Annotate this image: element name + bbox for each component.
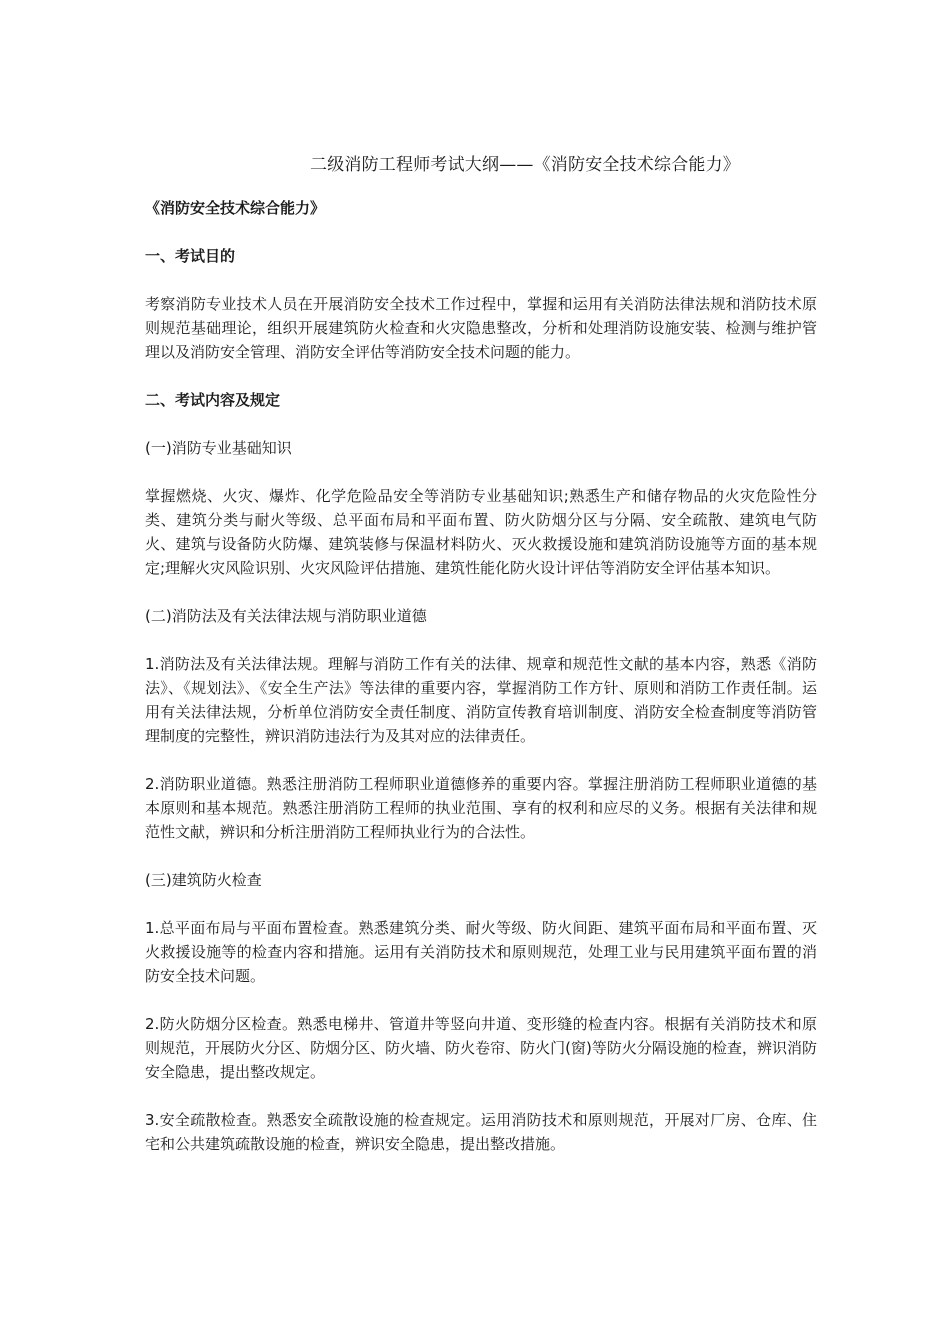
paragraph: 掌握燃烧、火灾、爆炸、化学危险品安全等消防专业基础知识;熟悉生产和储存物品的火灾危险性分类、建筑分类与耐火等级、总平面布局和平面布置、防火防烟分区与分隔、安全疏散、建筑电气防火、建筑与设备防火防爆、建筑装修与保温材料防火、灭火救援设施和建筑消防设施等方面的基本规定;理解火灾风险识别、火灾风险评估措施、建筑性能化防火设计评估等消防安全评估基本知识。	[145, 487, 817, 577]
section-heading: 二、考试内容及规定	[145, 391, 281, 409]
subject-heading: 《消防安全技术综合能力》	[145, 199, 326, 217]
subsection-heading: (三)建筑防火检查	[145, 871, 262, 889]
section-heading: 一、考试目的	[145, 247, 236, 265]
paragraph: 2.消防职业道德。熟悉注册消防工程师职业道德修养的重要内容。掌握注册消防工程师职业道德的基本原则和基本规范。熟悉注册消防工程师的执业范围、享有的权利和应尽的义务。根据有关法律和规范性文献，辨识和分析注册消防工程师执业行为的合法性。	[145, 775, 817, 841]
document-body	[145, 196, 817, 1156]
paragraph: 1.总平面布局与平面布置检查。熟悉建筑分类、耐火等级、防火间距、建筑平面布局和平面布置、灭火救援设施等的检查内容和措施。运用有关消防技术和原则规范，处理工业与民用建筑平面布置的消防安全技术问题。	[145, 919, 817, 985]
paragraph: 2.防火防烟分区检查。熟悉电梯井、管道井等竖向井道、变形缝的检查内容。根据有关消防技术和原则规范，开展防火分区、防烟分区、防火墙、防火卷帘、防火门(窗)等防火分隔设施的检查，辨识消防安全隐患，提出整改规定。	[145, 1015, 817, 1081]
paragraph: 考察消防专业技术人员在开展消防安全技术工作过程中，掌握和运用有关消防法律法规和消防技术原则规范基础理论，组织开展建筑防火检查和火灾隐患整改，分析和处理消防设施安装、检测与维护管理以及消防安全管理、消防安全评估等消防安全技术问题的能力。	[145, 295, 817, 361]
subsection-heading: (一)消防专业基础知识	[145, 439, 292, 457]
paragraph: 1.消防法及有关法律法规。理解与消防工作有关的法律、规章和规范性文献的基本内容，熟悉《消防法》、《规划法》、《安全生产法》等法律的重要内容，掌握消防工作方针、原则和消防工作责任制。运用有关法律法规，分析单位消防安全责任制度、消防宣传教育培训制度、消防安全检查制度等消防管理制度的完整性，辨识消防违法行为及其对应的法律责任。	[145, 655, 817, 745]
subsection-heading: (二)消防法及有关法律法规与消防职业道德	[145, 607, 427, 625]
paragraph: 3.安全疏散检查。熟悉安全疏散设施的检查规定。运用消防技术和原则规范，开展对厂房、仓库、住宅和公共建筑疏散设施的检查，辨识安全隐患，提出整改措施。	[145, 1111, 817, 1153]
document-title: 二级消防工程师考试大纲——《消防安全技术综合能力》	[310, 155, 740, 175]
